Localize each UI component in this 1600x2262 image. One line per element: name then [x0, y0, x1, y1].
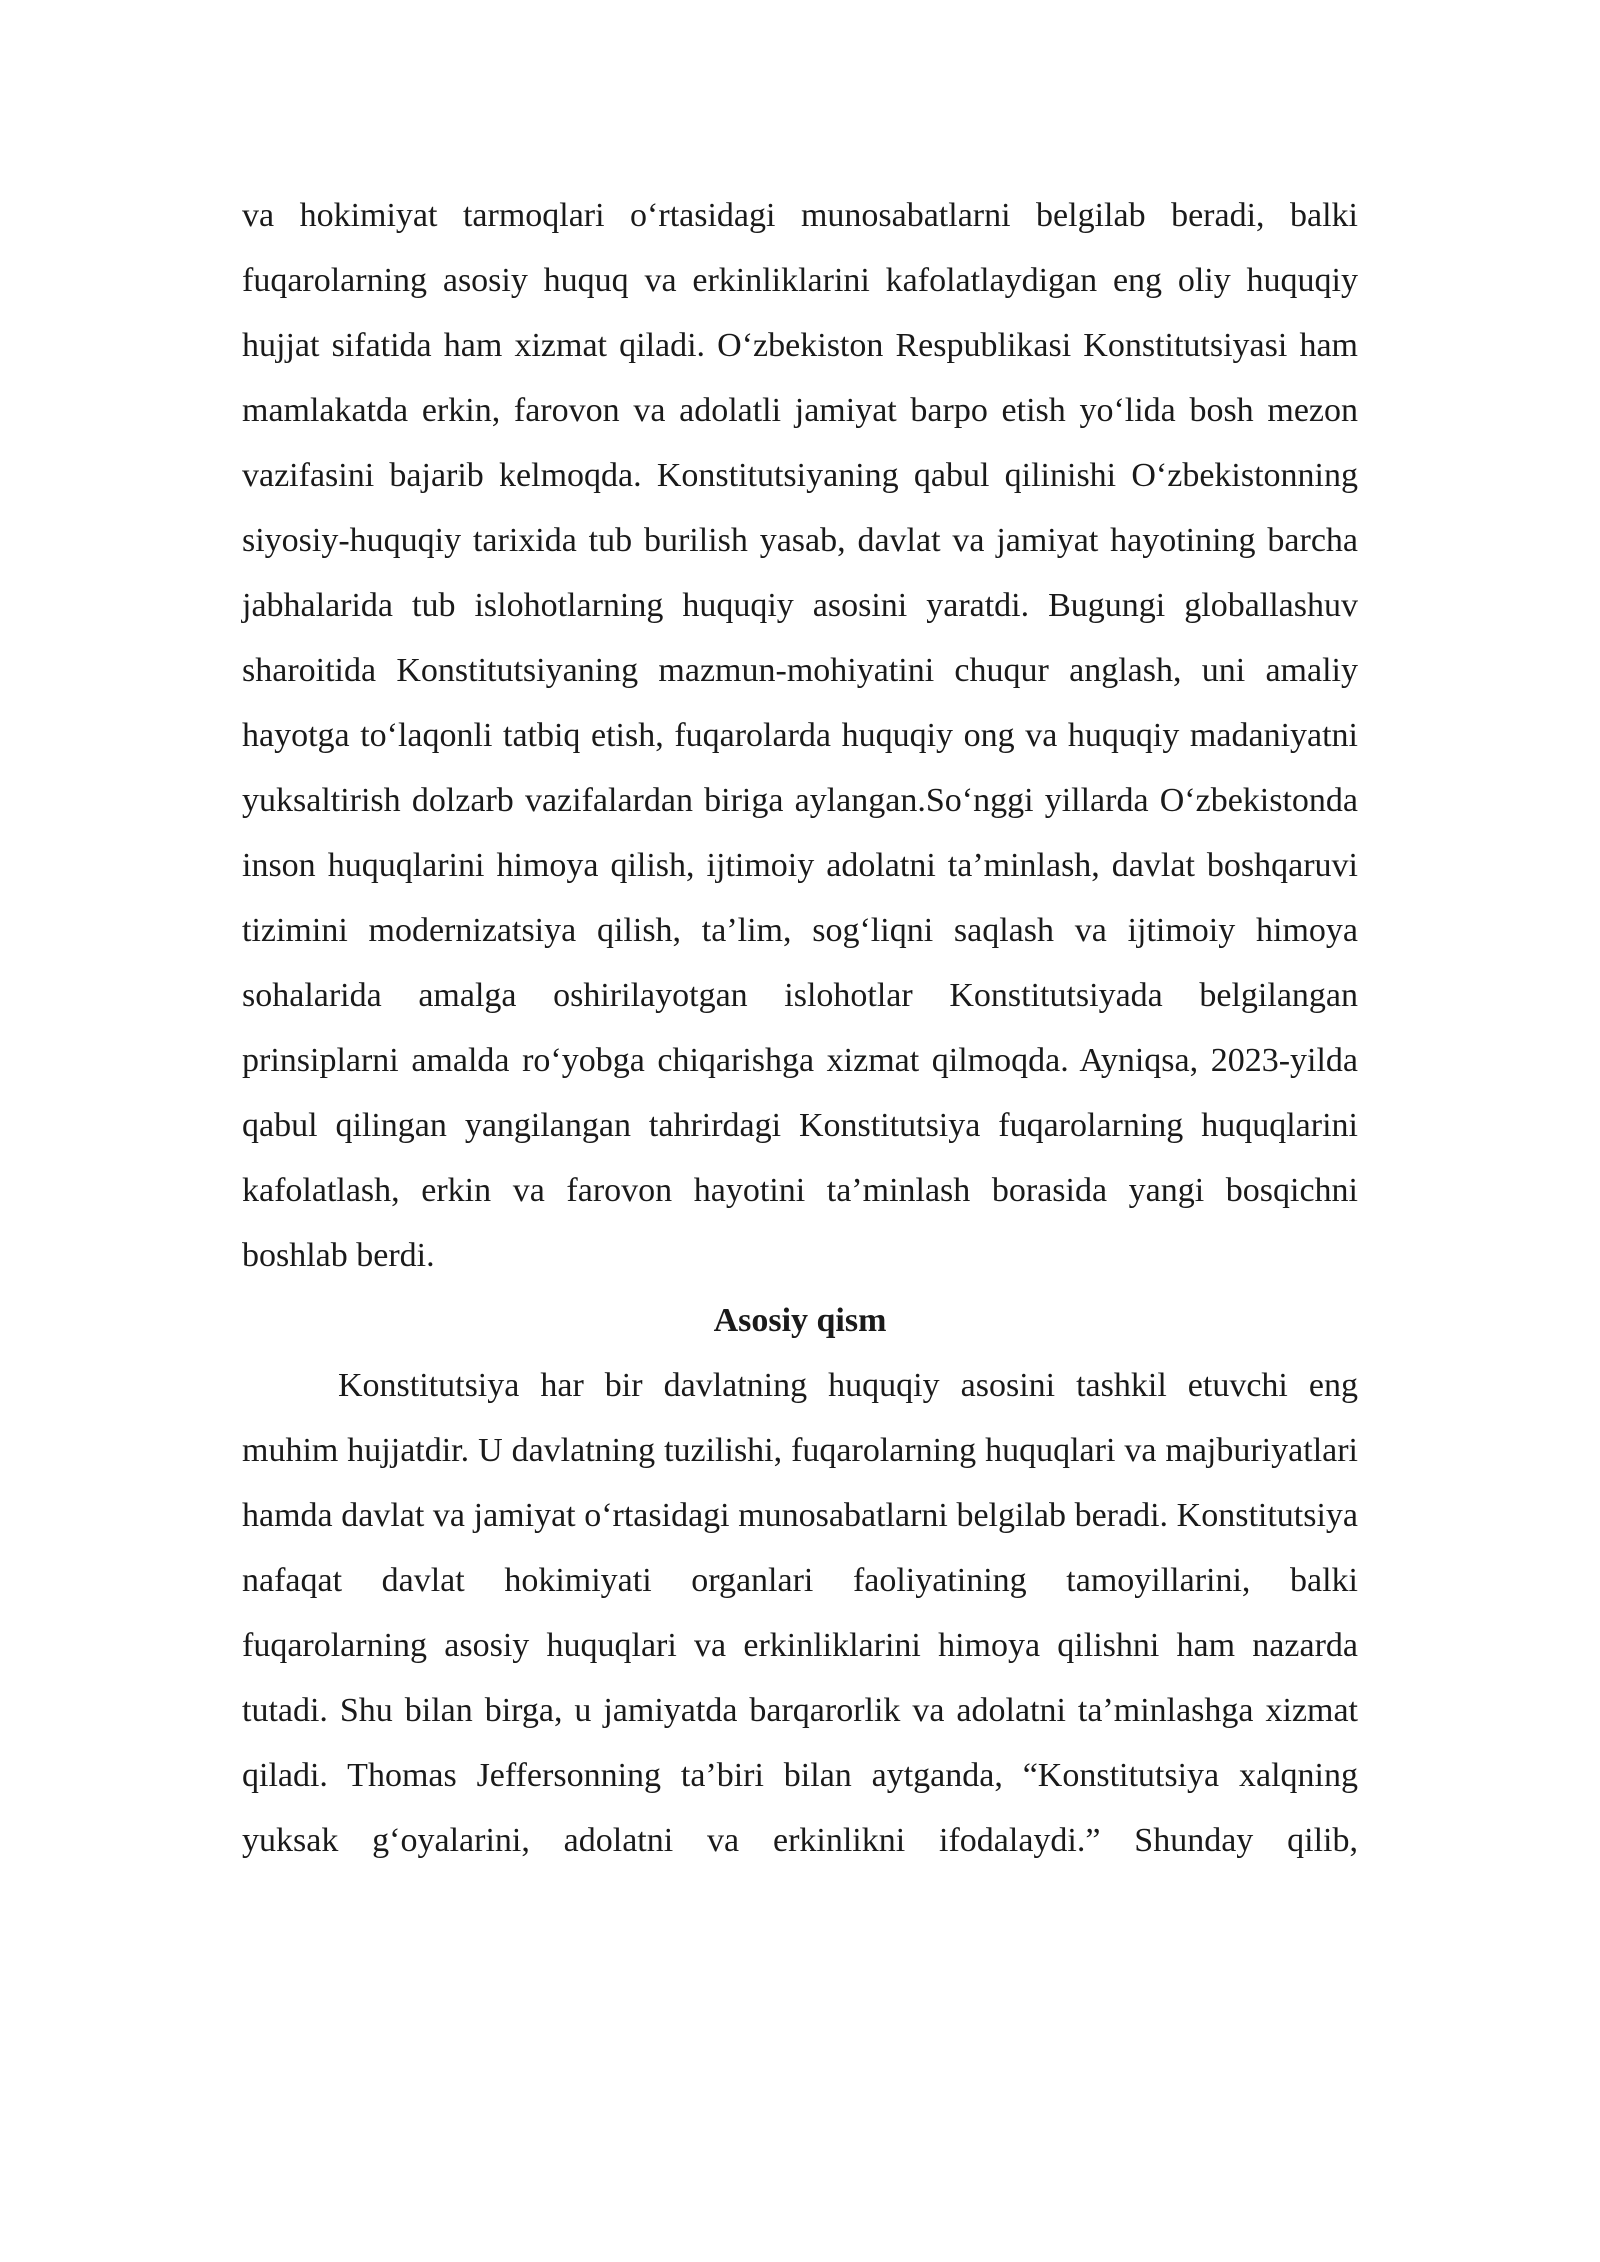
body-text: [242, 183, 1358, 1873]
paragraph-intro: va hokimiyat tarmoqlari o‘rtasidagi munosabatlarni belgilab beradi, balki fuqarolarning asosiy huquq va erkinliklarini kafolatlaydigan eng oliy huquqiy hujjat sifatida ham xizmat qiladi. O‘zbekiston Respublikasi Konstitutsiyasi ham mamlakatda erkin, farovon va adolatli jamiyat barpo etish yo‘lida bosh mezon vazifasini bajarib kelmoqda. Konstitutsiyaning qabul qilinishi O‘zbekistonning siyosiy-huquqiy tarixida tub burilish yasab, davlat va jamiyat hayotining barcha jabhalarida tub islohotlarning huquqiy asosini yaratdi. Bugungi globallashuv sharoitida Konstitutsiyaning mazmun-mohiyatini chuqur anglash, uni amaliy hayotga to‘laqonli tatbiq etish, fuqarolarda huquqiy ong va huquqiy madaniyatni yuksaltirish dolzarb vazifalardan biriga aylangan.So‘nggi yillarda O‘zbekistonda inson huquqlarini himoya qilish, ijtimoiy adolatni ta’minlash, davlat boshqaruvi tizimini modernizatsiya qilish, ta’lim, sog‘liqni saqlash va ijtimoiy himoya sohalarida amalga oshirilayotgan islohotlar Konstitutsiyada belgilangan prinsiplarni amalda ro‘yobga chiqarishga xizmat qilmoqda. Ayniqsa, 2023-yilda qabul qilingan yangilangan tahrirdagi Konstitutsiya fuqarolarning huquqlarini kafolatlash, erkin va farovon hayotini ta’minlash borasida yangi bosqichni boshlab berdi.: [242, 197, 1358, 1274]
paragraph-main: Konstitutsiya har bir davlatning huquqiy asosini tashkil etuvchi eng muhim hujjatdir. U davlatning tuzilishi, fuqarolarning huquqlari va majburiyatlari hamda davlat va jamiyat o‘rtasidagi munosabatlarni belgilab beradi. Konstitutsiya nafaqat davlat hokimiyati organlari faoliyatining tamoyillarini, balki fuqarolarning asosiy huquqlari va erkinliklarini himoya qilishni ham nazarda tutadi. Shu bilan birga, u jamiyatda barqarorlik va adolatni ta’minlashga xizmat qiladi. Thomas Jeffersonning ta’biri bilan aytganda, “Konstitutsiya xalqning yuksak g‘oyalarini, adolatni va erkinlikni ifodalaydi.” Shunday qilib,: [242, 1367, 1358, 1859]
section-heading: Asosiy qism: [713, 1302, 887, 1339]
